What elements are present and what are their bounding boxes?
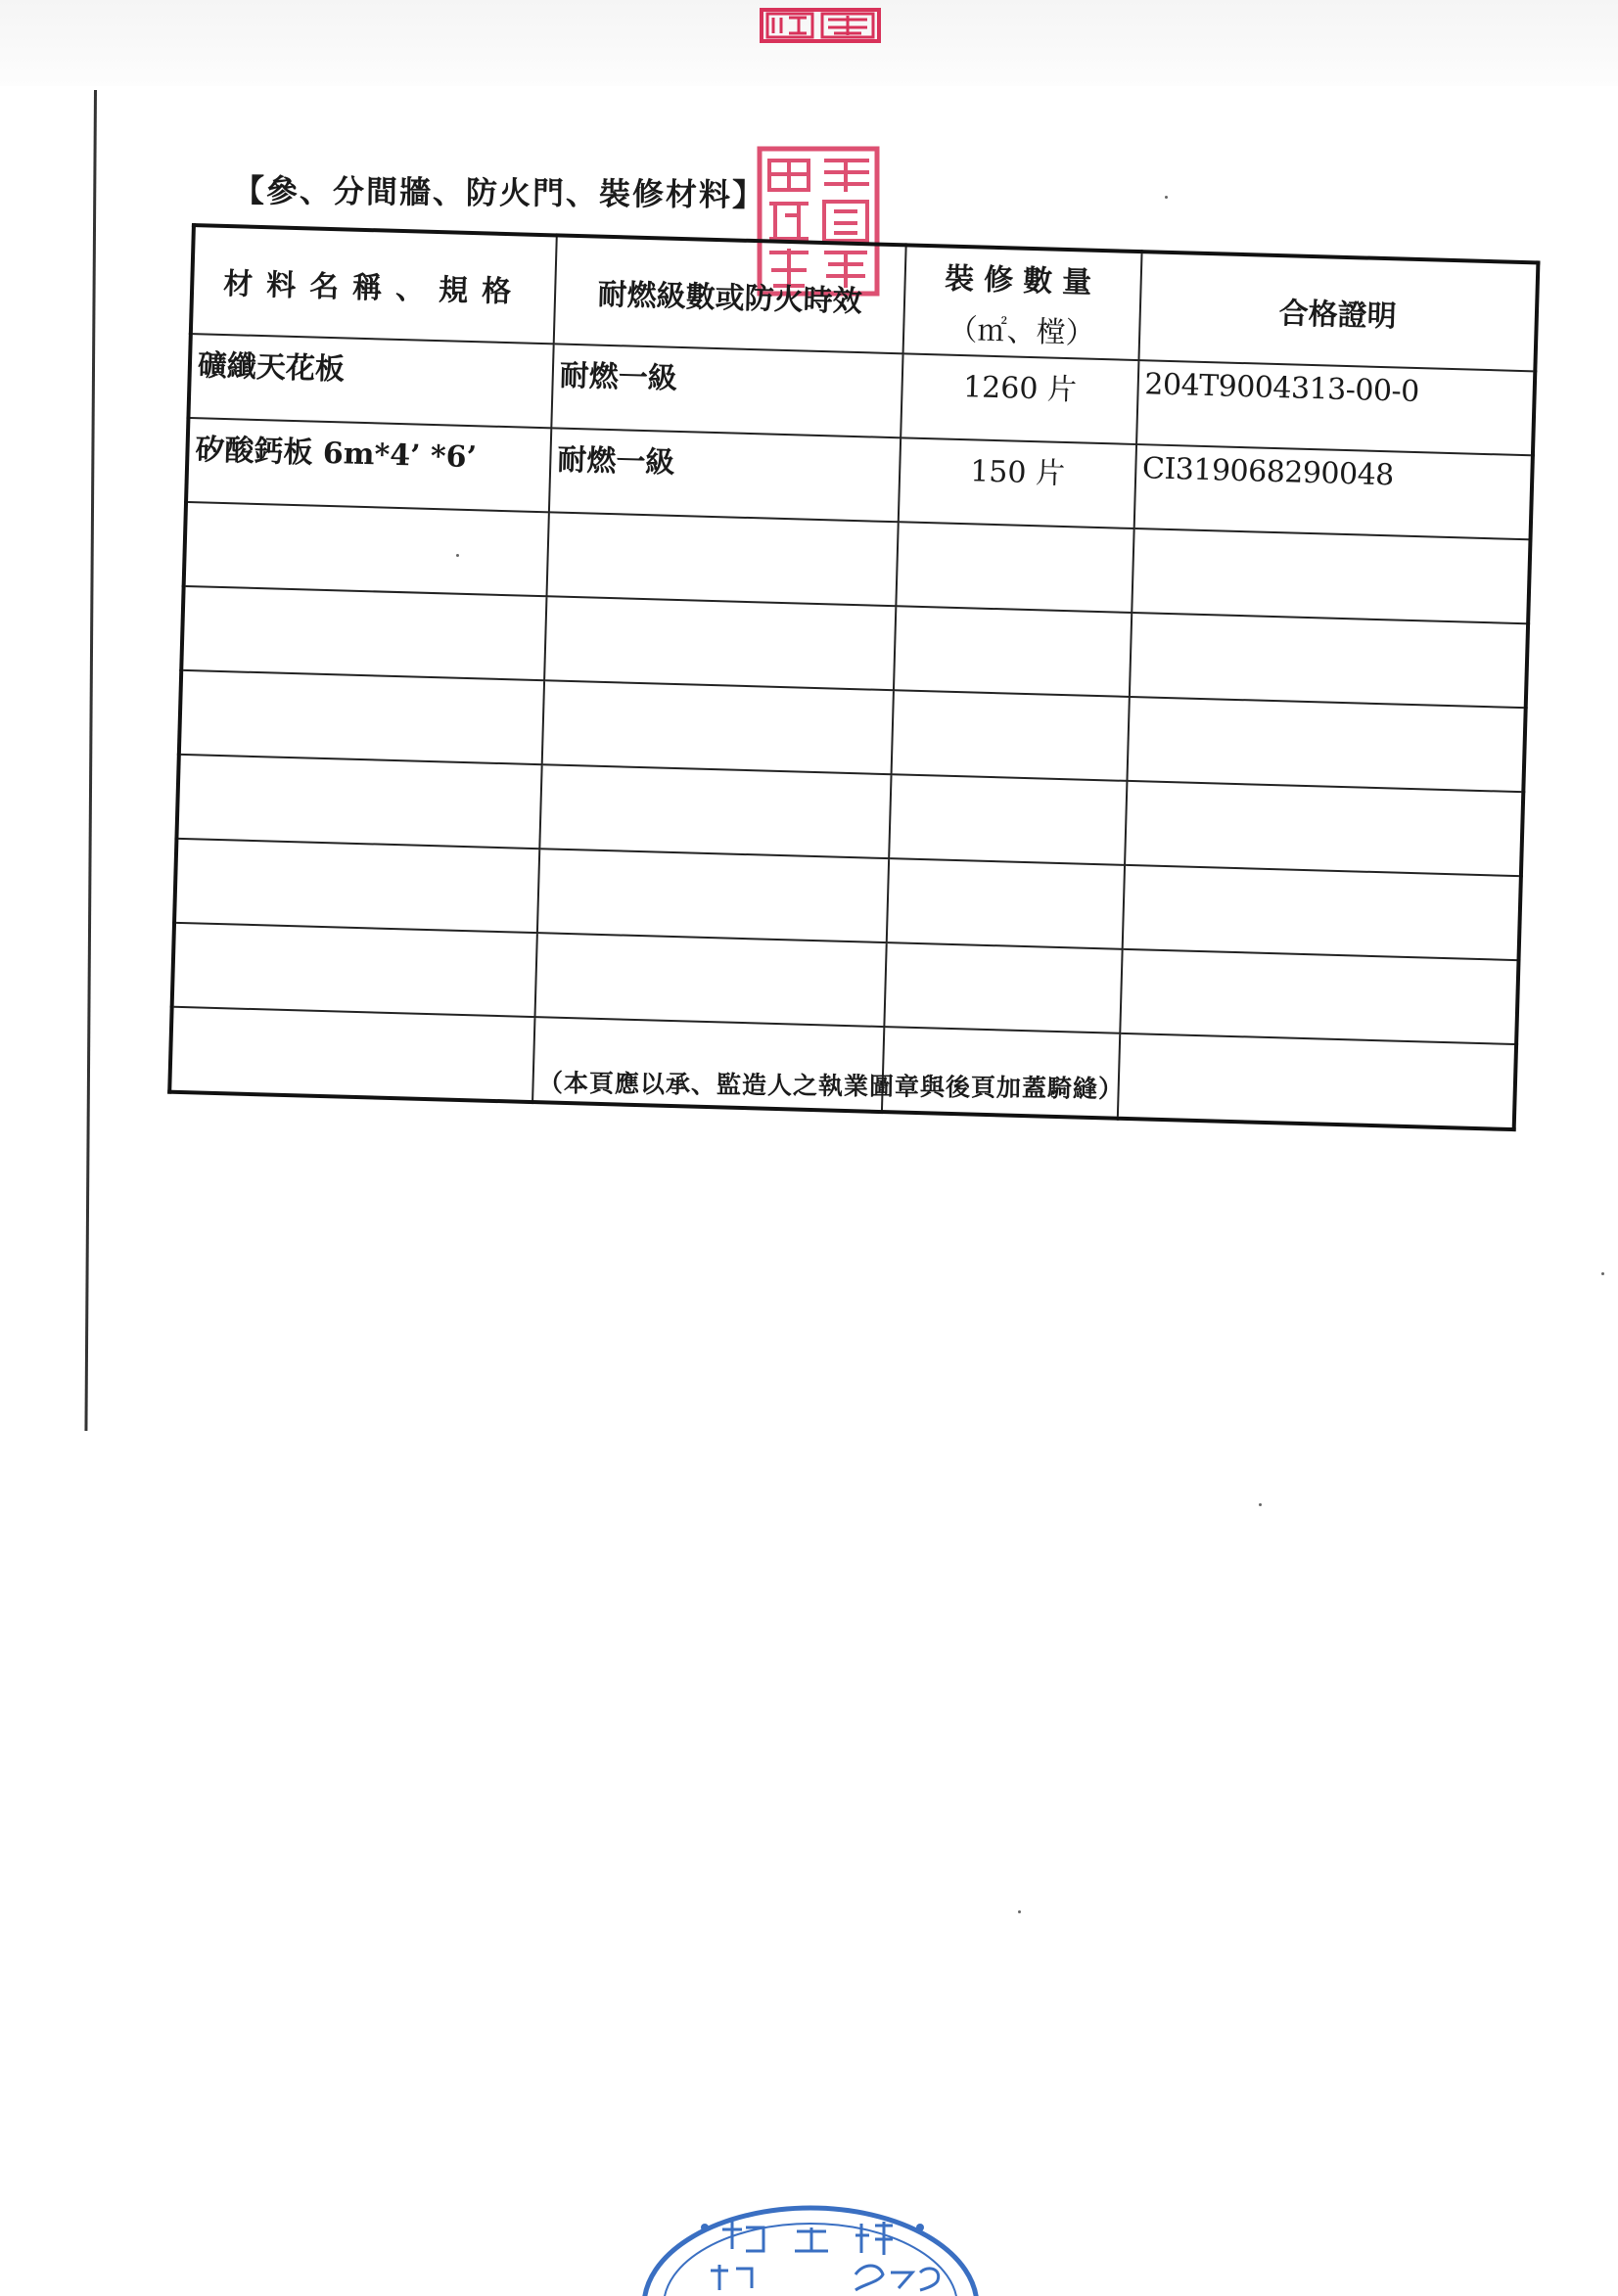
cell-material-name [172, 923, 537, 1017]
cell-fire-rating [542, 680, 894, 774]
cell-certificate [1132, 528, 1531, 623]
cell-material-name: 礦纖天花板 [188, 334, 553, 428]
binding-margin-line [84, 90, 97, 1431]
header-material-name: 材料名稱、規格 [191, 225, 557, 344]
cell-certificate: CI319068290048 [1133, 444, 1533, 539]
cell-fire-rating: 耐燃一級 [551, 344, 902, 437]
scan-speck [456, 554, 459, 557]
cell-material-name [176, 755, 541, 849]
scan-speck [1018, 1910, 1021, 1913]
cell-certificate [1122, 865, 1521, 960]
materials-table-container [167, 223, 1540, 1131]
cell-material-name [184, 502, 549, 596]
scan-speck [1259, 1503, 1262, 1506]
cell-fire-rating [539, 764, 891, 858]
cell-fire-rating [546, 512, 898, 606]
cell-quantity [892, 690, 1130, 781]
cell-quantity [894, 606, 1132, 697]
section-title: 【參、分間牆、防火門、裝修材料】 [232, 171, 766, 214]
seam-stamp-footnote: （本頁應以承、監造人之執業圖章與後頁加蓋騎縫） [537, 1068, 1125, 1104]
cell-quantity [897, 522, 1134, 613]
cell-fire-rating [537, 849, 889, 942]
cell-fire-rating [544, 596, 896, 690]
cell-certificate [1127, 697, 1526, 792]
cell-quantity: 1260 片 [901, 353, 1138, 444]
cell-quantity: 150 片 [899, 437, 1136, 528]
cell-quantity [889, 774, 1127, 865]
cell-fire-rating: 耐燃一級 [549, 428, 901, 522]
cell-certificate [1117, 1033, 1516, 1129]
cell-material-name [179, 670, 544, 764]
cell-material-name [181, 586, 546, 680]
cell-fire-rating [534, 933, 886, 1027]
bottom-partial-stamp [634, 2188, 987, 2296]
header-fire-rating: 耐燃級數或防火時效 [554, 235, 906, 353]
header-quantity [903, 245, 1141, 360]
cell-material-name: 矽酸鈣板 6m*4’ *6’ [186, 418, 551, 512]
cell-quantity [885, 942, 1123, 1033]
cell-material-name [174, 839, 539, 933]
header-quantity-unit: （㎡、樘） [948, 312, 1096, 351]
header-certificate: 合格證明 [1138, 252, 1538, 371]
scan-speck [1601, 1272, 1604, 1275]
cell-certificate [1130, 613, 1529, 708]
materials-table [167, 223, 1540, 1131]
cell-material-name [169, 1007, 534, 1102]
cell-certificate [1120, 949, 1519, 1044]
cell-certificate [1125, 781, 1524, 876]
scan-speck [1165, 196, 1168, 199]
cell-certificate: 204T9004313-00-0 [1136, 360, 1536, 455]
top-partial-stamp [760, 8, 881, 43]
header-quantity-label: 裝修數量 [944, 261, 1102, 300]
cell-quantity [887, 858, 1125, 949]
